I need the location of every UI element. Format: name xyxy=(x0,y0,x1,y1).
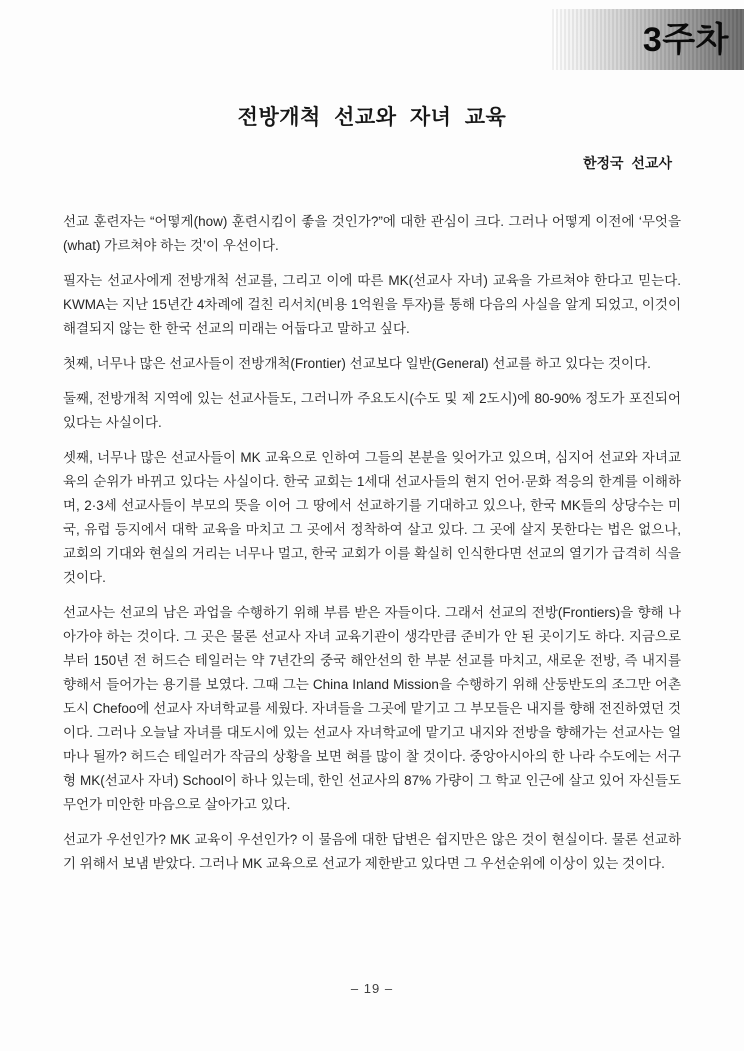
paragraph-1: 선교 훈련자는 “어떻게(how) 훈련시킴이 좋을 것인가?”에 대한 관심이 크다. 그러나 어떻게 이전에 ‘무엇을(what) 가르쳐야 하는 것’이 우선이다. xyxy=(63,214,681,253)
week-badge-label: 3주차 xyxy=(642,20,729,59)
paragraph-4: 둘째, 전방개척 지역에 있는 선교사들도, 그러니까 주요도시(수도 및 제 2도시)에 80-90% 정도가 포진되어 있다는 사실이다. xyxy=(63,391,681,430)
page-number: – 19 – xyxy=(350,981,394,996)
document-title: 전방개척 선교와 자녀 교육 xyxy=(237,106,507,129)
paragraph-5: 셋째, 너무나 많은 선교사들이 MK 교육으로 인하여 그들의 본분을 잊어가고 있으며, 심지어 선교와 자녀교육의 순위가 바뀌고 있다는 사실이다. 한국 교회는 1세대 선교사들의 현지 언어·문화 적응의 한계를 이해하며, 2·3세 선교사들이 부모의 뜻을 이어 그 땅에서 선교하기를 기대하고 있으나, 한국 MK들의 상당수는 미국, 유럽 등지에서 대학 교육을 마치고 그 곳에서 정착하여 살고 있다. 그 곳에 살지 못한다는 법은 없으나, 교회의 기대와 현실의 거리는 너무나 멀고, 한국 교회가 이를 확실히 인식한다면 선교의 열기가 급격히 식을 것이다. xyxy=(63,450,681,585)
paragraph-2: 필자는 선교사에게 전방개척 선교를, 그리고 이에 따른 MK(선교사 자녀) 교육을 가르쳐야 한다고 믿는다. KWMA는 지난 15년간 4차례에 걸친 리서치(비용 1억원을 투자)를 통해 다음의 사실을 알게 되었고, 이것이 해결되지 않는 한 한국 선교의 미래는 어둡다고 말하고 싶다. xyxy=(63,273,681,336)
paragraph-3: 첫째, 너무나 많은 선교사들이 전방개척(Frontier) 선교보다 일반(General) 선교를 하고 있다는 것이다. xyxy=(63,356,651,371)
paragraph-7: 선교가 우선인가? MK 교육이 우선인가? 이 물음에 대한 답변은 쉽지만은 않은 것이 현실이다. 물론 선교하기 위해서 보냄 받았다. 그러나 MK 교육으로 선교가 제한받고 있다면 그 우선순위에 이상이 있는 것이다. xyxy=(63,832,681,871)
paragraph-6: 선교사는 선교의 남은 과업을 수행하기 위해 부름 받은 자들이다. 그래서 선교의 전방(Frontiers)을 향해 나아가야 하는 것이다. 그 곳은 물론 선교사 자녀 교육기관이 생각만큼 준비가 안 된 곳이기도 하다. 지금으로부터 150년 전 허드슨 테일러는 약 7년간의 중국 해안선의 한 부분 선교를 마치고, 새로운 전방, 즉 내지를 향해서 들어가는 용기를 보였다. 그때 그는 China Inland Mission을 수행하기 위해 산둥반도의 조그만 어촌도시 Chefoo에 선교사 자녀학교를 세웠다. 자녀들을 그곳에 맡기고 그 부모들은 내지를 향해 전진하였던 것이다. 그러나 오늘날 자녀를 대도시에 있는 선교사 자녀학교에 맡기고 내지와 전방을 향해가는 선교사는 얼마나 될까? 허드슨 테일러가 작금의 상황을 보면 혀를 많이 찰 것이다. 중앙아시아의 한 나라 수도에는 서구형 MK(선교사 자녀) School이 하나 있는데, 한인 선교사의 87% 가량이 그 학교 인근에 살고 있어 자신들도 무언가 미안한 마음으로 살아가고 있다. xyxy=(63,605,681,812)
document-author: 한정국 선교사 xyxy=(582,155,672,171)
week-badge-banner xyxy=(552,9,744,70)
document-body xyxy=(63,210,681,876)
